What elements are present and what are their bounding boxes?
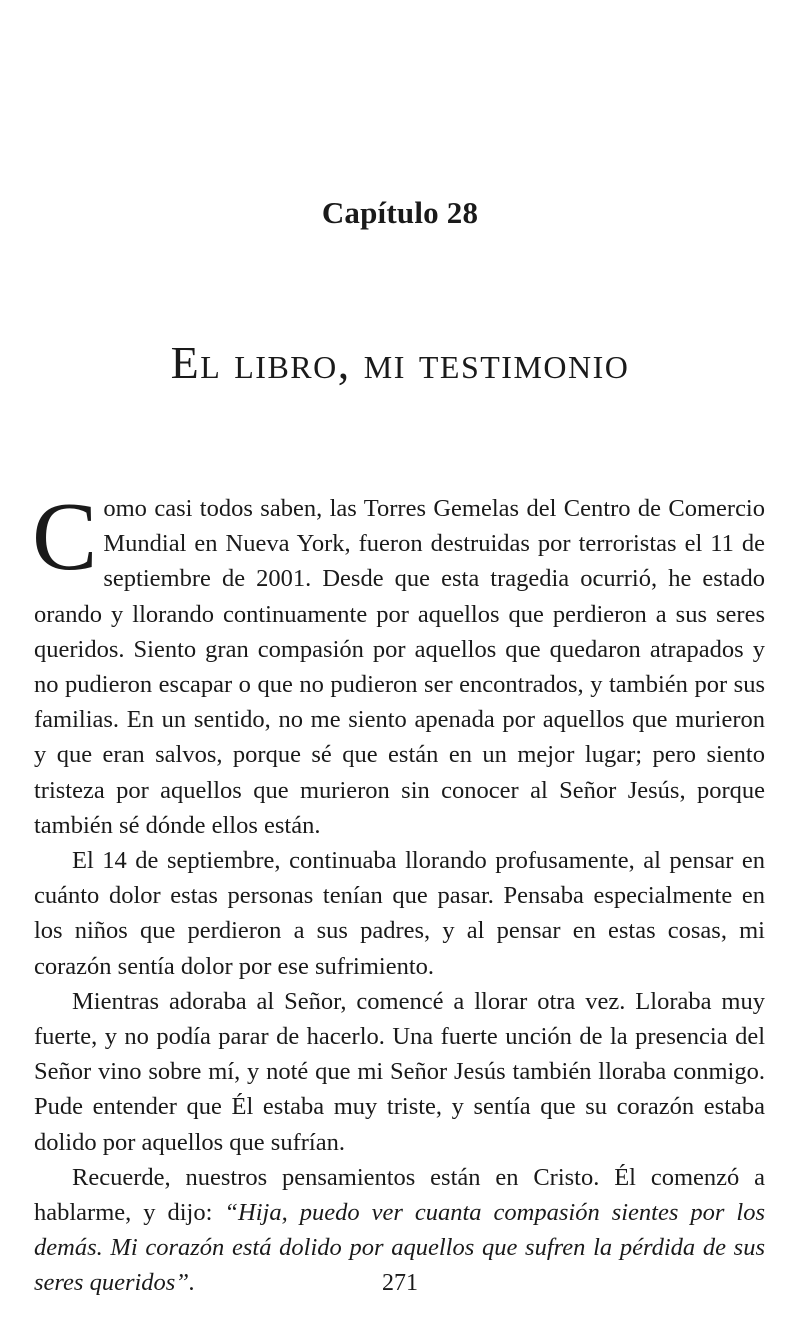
jesus-quote: “Hija, puedo ver cuanta compasión sientes por los demás. Mi corazón está dolido por aquellos que sufren la pérdida de sus seres queridos”. [34, 1199, 765, 1297]
paragraph-4-text: Recuerde, nuestros pensamientos están en Cristo. Él comenzó a hablarme, y dijo: [34, 1163, 765, 1227]
page-number: 271 [382, 1270, 418, 1296]
chapter-label: Capítulo 28 [321, 195, 479, 230]
chapter-body [32, 483, 765, 1301]
paragraph-2: El 14 de septiembre, continuaba llorando profusamente, al pensar en cuánto dolor estas personas tenían que pasar. Pensaba especialmente en los niños que perdieron a sus padres, y al pensar en estas cosas, mi corazón sentía dolor por ese sufrimiento. [34, 847, 765, 980]
paragraph-1-text: omo casi todos saben, las Torres Gemelas del Centro de Comercio Mundial en Nueva York, fueron destruidas por terroristas el 11 de septiembre de 2001. Desde que esta tragedia ocurrió, he estado orando y llorando continuamente por aquellos que perdieron a sus seres queridos. Siento gran compasión por aquellos que quedaron atrapados y no pudieron escapar o que no pudieron ser encontrados, y también por sus familias. En un sentido, no me siento apenada por aquellos que murieron y que eran salvos, porque sé que están en un mejor lugar; pero siento tristeza por aquellos que murieron sin conocer al Señor Jesús, porque también sé dónde ellos están. [34, 495, 765, 839]
chapter-title: El libro, mi testimonio [170, 337, 630, 388]
paragraph-1 [32, 483, 765, 843]
paragraph-3: Mientras adoraba al Señor, comencé a llorar otra vez. Lloraba muy fuerte, y no podía parar de hacerlo. Una fuerte unción de la presencia del Señor vino sobre mí, y noté que mi Señor Jesús también lloraba conmigo. Pude entender que Él estaba muy triste, y sentía que su corazón estaba dolido por aquellos que sufrían. [34, 987, 765, 1156]
drop-cap: C [32, 483, 98, 591]
